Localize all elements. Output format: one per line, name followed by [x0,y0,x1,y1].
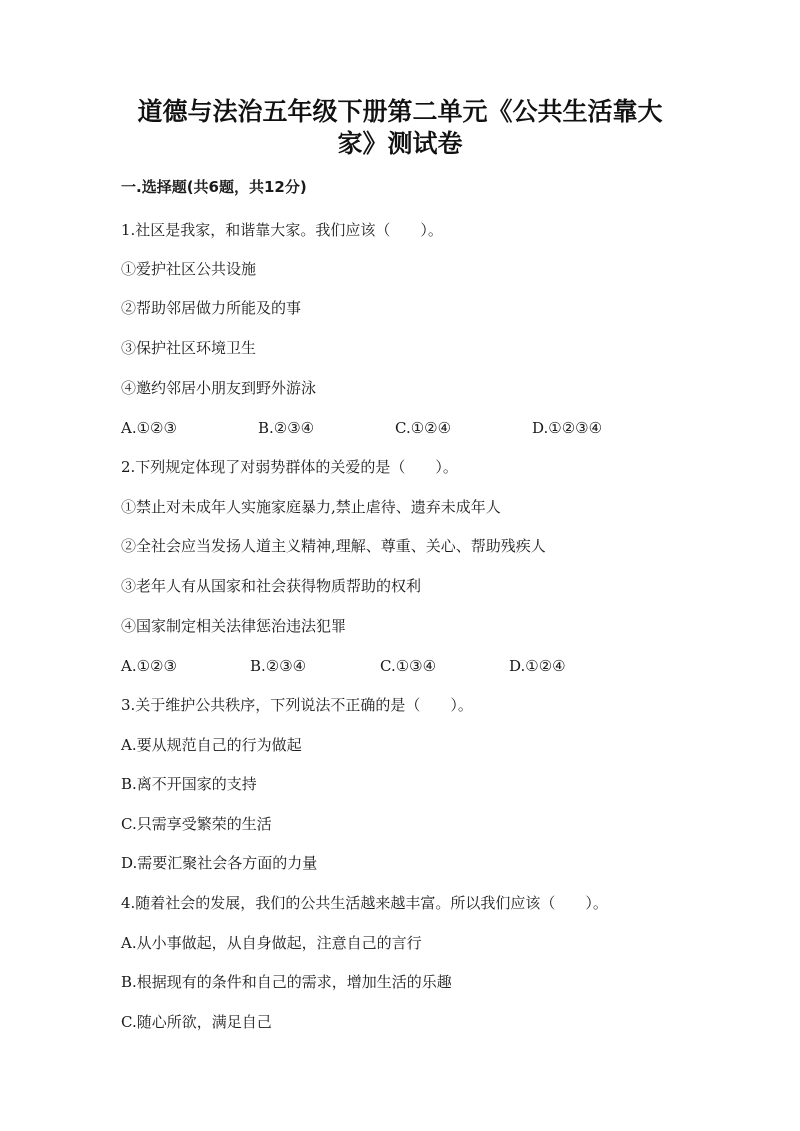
question-1-choice-b: B.②③④ [258,419,315,437]
question-3-option-b: B.离不开国家的支持 [121,775,257,793]
question-2-item: ①禁止对未成年人实施家庭暴力,禁止虐待、遗弃未成年人 [121,498,501,516]
question-2-choice-d: D.①②④ [509,657,566,675]
question-3-stem: 3.关于维护公共秩序，下列说法不正确的是（ ）。 [121,696,473,714]
question-1-choice-a: A.①②③ [121,419,177,437]
question-1-item: ④邀约邻居小朋友到野外游泳 [121,379,317,397]
question-2-item: ②全社会应当发扬人道主义精神,理解、尊重、关心、帮助残疾人 [121,537,546,555]
question-1-choice-d: D.①②③④ [532,419,603,437]
question-1-item: ①爱护社区公共设施 [121,260,257,278]
question-1-choice-c: C.①②④ [395,419,452,437]
question-2-item: ④国家制定相关法律惩治违法犯罪 [121,617,347,635]
question-3-option-d: D.需要汇聚社会各方面的力量 [121,854,318,872]
question-2-choice-c: C.①③④ [380,657,437,675]
section-heading: 一.选择题(共6题，共12分) [121,178,307,196]
question-4-option-c: C.随心所欲，满足自己 [121,1013,272,1031]
question-2-item: ③老年人有从国家和社会获得物质帮助的权利 [121,577,422,595]
question-1-stem: 1.社区是我家，和谐靠大家。我们应该（ ）。 [121,221,443,239]
question-4-option-a: A.从小事做起，从自身做起，注意自己的言行 [121,934,422,952]
question-1-item: ②帮助邻居做力所能及的事 [121,299,302,317]
question-2-stem: 2.下列规定体现了对弱势群体的关爱的是（ ）。 [121,458,458,476]
question-2-choice-b: B.②③④ [250,657,307,675]
question-3-option-a: A.要从规范自己的行为做起 [121,736,302,754]
question-4-stem: 4.随着社会的发展，我们的公共生活越来越丰富。所以我们应该（ ）。 [121,894,608,912]
page-title-line-2: 家》测试卷 [337,129,463,158]
question-3-option-c: C.只需享受繁荣的生活 [121,815,272,833]
page-title-line-1: 道德与法治五年级下册第二单元《公共生活靠大 [137,97,663,126]
question-1-item: ③保护社区环境卫生 [121,339,257,357]
question-2-choice-a: A.①②③ [121,657,177,675]
question-4-option-b: B.根据现有的条件和自己的需求，增加生活的乐趣 [121,973,452,991]
